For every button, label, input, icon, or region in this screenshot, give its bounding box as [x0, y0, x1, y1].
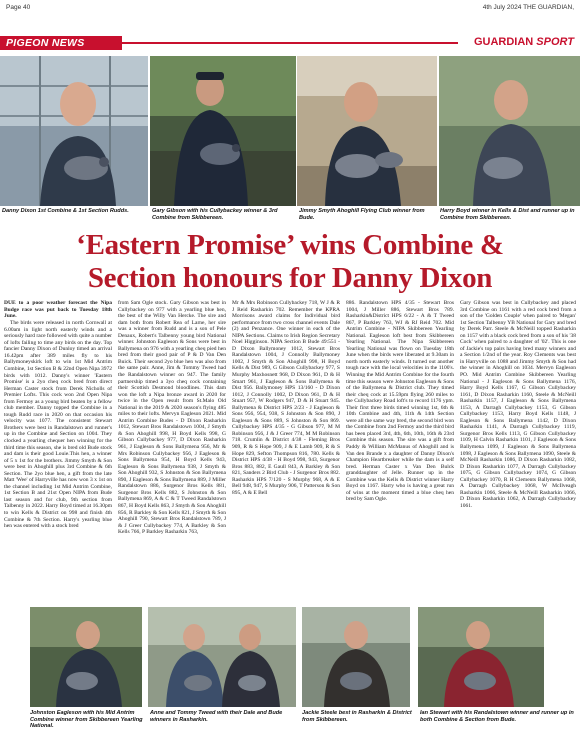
article-column-3-text: Mr & Mrs Robinson Cullybackey 718, W J & R J Reid Rasharkin 702. Remember the KPRA Morrisons award claims for Individual bird performance from two cross channel events Dale (2) and Penzance. One winner in each of the NIPA Sections. Claims to Irish Region Secretary Noel Higginson. NIPA Section B Bude 49:551 - D Dixon Ballymoney 1012, Stewart Bros Randalstown 1004, J Connolly Ballymoney 1002, J Smyth & Son Ahoghill 998, H Boyd Kells & Dist 989, G Gibson Cullybackey 977, S Murphy Maxhosnett 968, D Dixon 961, D & H Smart 961, J Eagleson & Sons Ballymena & Dist 956. Ballymoney HPS 13/160 - D Dixon 1012, J Connolly 1002, D Dixon 961, D & H Stuart 957, W Rodgers 947, D & H Stuart 945. Ballymena & District HPS 2/23 - J Eagleson & Sons 956, 954, 938, S Johnston & Son 890, J Eagleson & Sons 889, S Johnston & Son 869. Cullybackey HPS 4/35 - G Gibson 977, M M Robinson 956, J & J Greer 774, M M Robinson 718. Crumlin & District 4/38 - Fleming Bros 909, R & S Hope 909, J & E Lamb 909, R & S Hope 829, Sefton Thompson 816, 780. Kells & District HPS 4/38 - H Boyd 998, 943, Surgenor Bros 883, 882, E Gaull 843, A Barkley & Son 821, Sanders 2 Bird Club - J Surgenor Bros 882. Rasharkin HPS 7/120 - S Murphy 968, A & E Bell 948, 947, S Murphy 906, T Patterson & Son 895, A & E Bell [232, 300, 340, 496]
article-column-1-text: The birds were released in north Cornwall at 6.00am in light north easterly winds and a seriously hard race followed with quite a number of lofts failing to time any birds on the day. Top fancier Danny Dixon of Dunloy timed an arrival 16.42pm after 389 miles fly to his Ballymoneyskirk loft to win 1st Mid Antrim Combine, 1st Section B & 22nd Open Nipa 3972 birds with 1012. Danny's winner 'Eastern Promise' is a 2yo cheq cock bred from direct Herman Caster stock from Derek Nicholls of Premier Lofts. This cock won 2nd Open Nipa from Fermoy as a young bird beaten by a fellow club member. Danny topped the Combine in a tough Rudd race in 2020 on that occasion his velocity was 1077. The consistent Stewart Brothers were best in Randalstown and runner's up in the Combine and Section on 1004. They clocked a yearling chequer hen winning for the third time this season, she is bred old Bude stock and dam is their good Louie.This hen, a winner of 5 x 1st for the brothers. Jimmy Smyth & Son were best in Ahoghill plus 3rd Combine & 6th Section. The 2yo blue hen, a gift from the late Matt 'Wee' of Harryville has now won 3 x 1st on the channel including 1st Mid Antrim Combine, 1st Section B and 21st Open NIPA from Bude last season and for club, 9th section from Talbenny in 2022. Harry Boyd timed at 16.30pm to win Kells & District on 998 and finish 4th Combine & 7th Section. Harry's yearling blue hen was entered with a stock bred [4, 320, 112, 530]
photo-ian-stewart [418, 607, 544, 707]
article-column-2-text: from Sam Ogle stock. Gary Gibson was best in Cullybackey on 977 with a yearling blue hen, the best of the Willy Van Hercke. The sire and dam both from Robert Rea of Larne, her sire was a winner from Rudd and is a son of Pele Denaux, Robert's Talbenny young bird National winner. Johnston Eagleson & Sons were best in Ballymena on 976 with a yearling cheq pied hen bred from their good pair of P & D Van Den Buick. Their second 2yo blue hen was also from the same pair. Anne, Jim & Tommy Tweed had the Randalstown winner on 947. The family partnership timed a 3yo cheq cock containing their Scottish Desmond bloodlines. This dam won the loft a Nipa bronze award in 2020 for twice in the Open result from St.Malo Old National in the 2019 & 2020 season's flying 485 miles to their lofts. Mervyn Eagleson 2021. Mid Antrim Combine Budes - D Dixon Rasharkin 1012, Stewart Bros Randalstown 1004, J Smyth & Son Ahoghill 998, H Boyd Kells 998, G Gibson Cullybackey 977, D Dixon Rasharkin 961, J Eagleson & Sons Ballymena 956, Mr & Mrs Robinson Cullybackey 956, J Eagleson & Sons Ballymena 954, H Boyd Kells 943, Eagleson & Sons Ballymena 938, J Smyth & Son Ahoghill 932, S Johnston & Son Ballymena 890, J Eagleson & Sons Ballymena 889, J Miller Randalstown 886, Surgenor Bros Kells 881, Surgenor Bros Kells 882, S Johnston & Son Ballymena 869, A & C & T Tweed Randalstown 867, H Boyd Kells 863, J Smyth & Son Ahoghill 856, R Barkley & Son Kells 821, J Smyth & Son Ahoghill 790, Stewart Bros Randalstown 789, J & J Greer Cullybackey 774, A Barkley & Son Kells 766, P Barkley Rasharkin 763, [118, 300, 226, 536]
photo-caption-3: Jimmy Smyth Ahoghill Flying Club winner from Bude. [299, 208, 425, 221]
section-tab [0, 36, 122, 50]
brand-name: GUARDIAN [473, 36, 534, 48]
section-rule [122, 42, 458, 44]
headline-line-2: Section honours for Danny Dixon [87, 262, 493, 294]
issue-date: 4th July 2024 THE GUARDIAN, [482, 4, 574, 11]
photo-anne-tommy-tweed [148, 607, 296, 707]
photo-caption-1: Danny Dixon 1st Combine & 1st Section Rudds. [2, 208, 129, 214]
photo-caption-7: Jackie Steele best in Rasharkin & District from Skibbereen. [302, 710, 412, 723]
photo-gary-gibson [150, 56, 296, 206]
newspaper-brand [474, 36, 574, 48]
headline-line-1: ‘Eastern Promise’ wins Combine & [76, 229, 504, 261]
article-column-2 [118, 300, 226, 600]
photo-harry-boyd [439, 56, 580, 206]
article-column-3 [232, 300, 340, 600]
photo-caption-4: Harry Boyd winner in Kells & Dist and runner up in Combine from Skibbereen. [440, 208, 575, 221]
photo-caption-5: Johnston Eagleson with his Mid Antrim Combine winner from Skibbereen Yearling National. [30, 710, 143, 730]
article-column-5 [460, 300, 576, 600]
page-header-line [0, 0, 580, 14]
photo-caption-8: Ian Stewart with his Randalstown winner and runner up in both Combine & Section from Bude. [420, 710, 574, 723]
article-column-4-text: 886. Randalstown HPS 4/35 - Stewart Bros 1004, J Miller 886, Stewart Bros 789. Rasharkin&District HPS 6/22 - A & T Tweed 867, P Barkley 763, WJ & RJ Reid 702. Mid Antrim Combine - NIPA Skibbereen Yearling National. Eagleson loft best from Skibbereen Yearling National. The Nipa Skibbereen Yearling National was flown on Tuesday 18th June when the birds were liberated at 9.30am in north north easterly winds. It turned out another tough race with the local velocities in the 1100's. Winning the Mid Antrim Combine for the fourth time this season were Johnston Eagleson & Sons of the Ballymena & District club. They timed their cheq cock at 15.59pm flying 260 miles to the Cullybackey Road loft's to record 1176 ypm. Their first three birds timed winning 1st, 6th & 10th Combine and 4th, 11th & 14th Section were all the same way bred, the second bird won the Combine from 2nd Fermoy and the third bird has been placed 3rd, 4th, 6th, 10th, 16th & 23rd Combine this season. The sire was a gift from Paddy & William McManus of Ahoghill and is Van den Brande x a daughter of Danny Dixon's Champion Heartbreaker while the dam is a self bred. Herman Caster x Van Den Bulck granddaughter of Jelle. Runner up in the Combine was the Kells & District winner Harry Boyd on 1167. Harry who is having a great run of wins at the moment timed a blue cheq hen bred by Sam Ogle. [346, 300, 454, 503]
article-column-1 [4, 300, 112, 600]
section-title: PIGEON NEWS [6, 37, 85, 49]
photo-danny-dixon [0, 56, 148, 206]
photo-johnston-eagleson [30, 607, 142, 707]
photo-caption-2: Gary Gibson with his Cullybackey winner & 3rd Combine from Skibbereen. [152, 208, 278, 221]
photo-jimmy-smyth [297, 56, 437, 206]
article-column-4 [346, 300, 454, 600]
photo-jackie-steele [302, 607, 410, 707]
section-bar [0, 36, 580, 50]
brand-section: SPORT [536, 36, 574, 48]
photo-caption-6: Anne and Tommy Tweed with their Dale and Bude winners in Rasharkin. [150, 710, 283, 723]
article-column-5-text: Gary Gibson was best in Cullybackey and placed 3rd Combine on 1161 with a red cock bred from a son of the 'Golden Couple' when paired to 'Megan' 1st Section Talbenny YB National for Gary and bred by Derek Parr. Steele & McNeill topped Rasharkin on 1157 with a black cock bred from a son of his '38 Cock' when paired to a daughter of '02'. This is one of Jackie's top pairs having bred many winners and a Section 1/2nd of the year. Roy Clements was best in Harryville on 1088 and Jimmy Smyth & Son had the winner in Ahoghill on 1034. Mervyn Eagleson PO. Mid Antrim Combine Skibbereen Yearling National - J Eagleson & Sons Ballymena 1176, Harry Boyd Kells 1167, G Gibson Cullybackey 1161, D Dixon Rasharkin 1160, Steele & McNeill Rasharkin 1157, J Eagleson & Sons Ballymena 1153, A Darragh Cullybackey 1153, G Gibson Cullybackey 1153, Harry Boyd Kells 1148, J Eagleson & Sons Ballymena 1142, D Dixon Rasharkin 1141, A Darragh Cullybackey 1119, Surgenor Bros Kells 1113, G Gibson Cullybackey 1109, H Calvin Rasharkin 1101, J Eagleson & Sons Ballymena 1099, J Eagleson & Sons Ballymena 1098, J Eagleson & Sons Ballymena 1090, Steele & McNeill Rasharkin 1086, D Dixon Rasharkin 1082, D Dixon Rasharkin 1077, A Darragh Cullybackey 1075, G Gibson Cullybackey 1074, G Gibson Cullybackey 1070, R H Clements Ballymena 1068, A Darragh Cullybackey 1068, W McIlveagh Rasharkin 1066, Steele & McNeill Rasharkin 1066, D Dixon Rasharkin 1062, A Darragh Cullybackey 1061. [460, 300, 576, 509]
page-number: Page 40 [6, 4, 31, 11]
article-lead: DUE to a poor weather forecast the Nipa Budge race was put back to Tuesday 18th June. [4, 300, 112, 320]
